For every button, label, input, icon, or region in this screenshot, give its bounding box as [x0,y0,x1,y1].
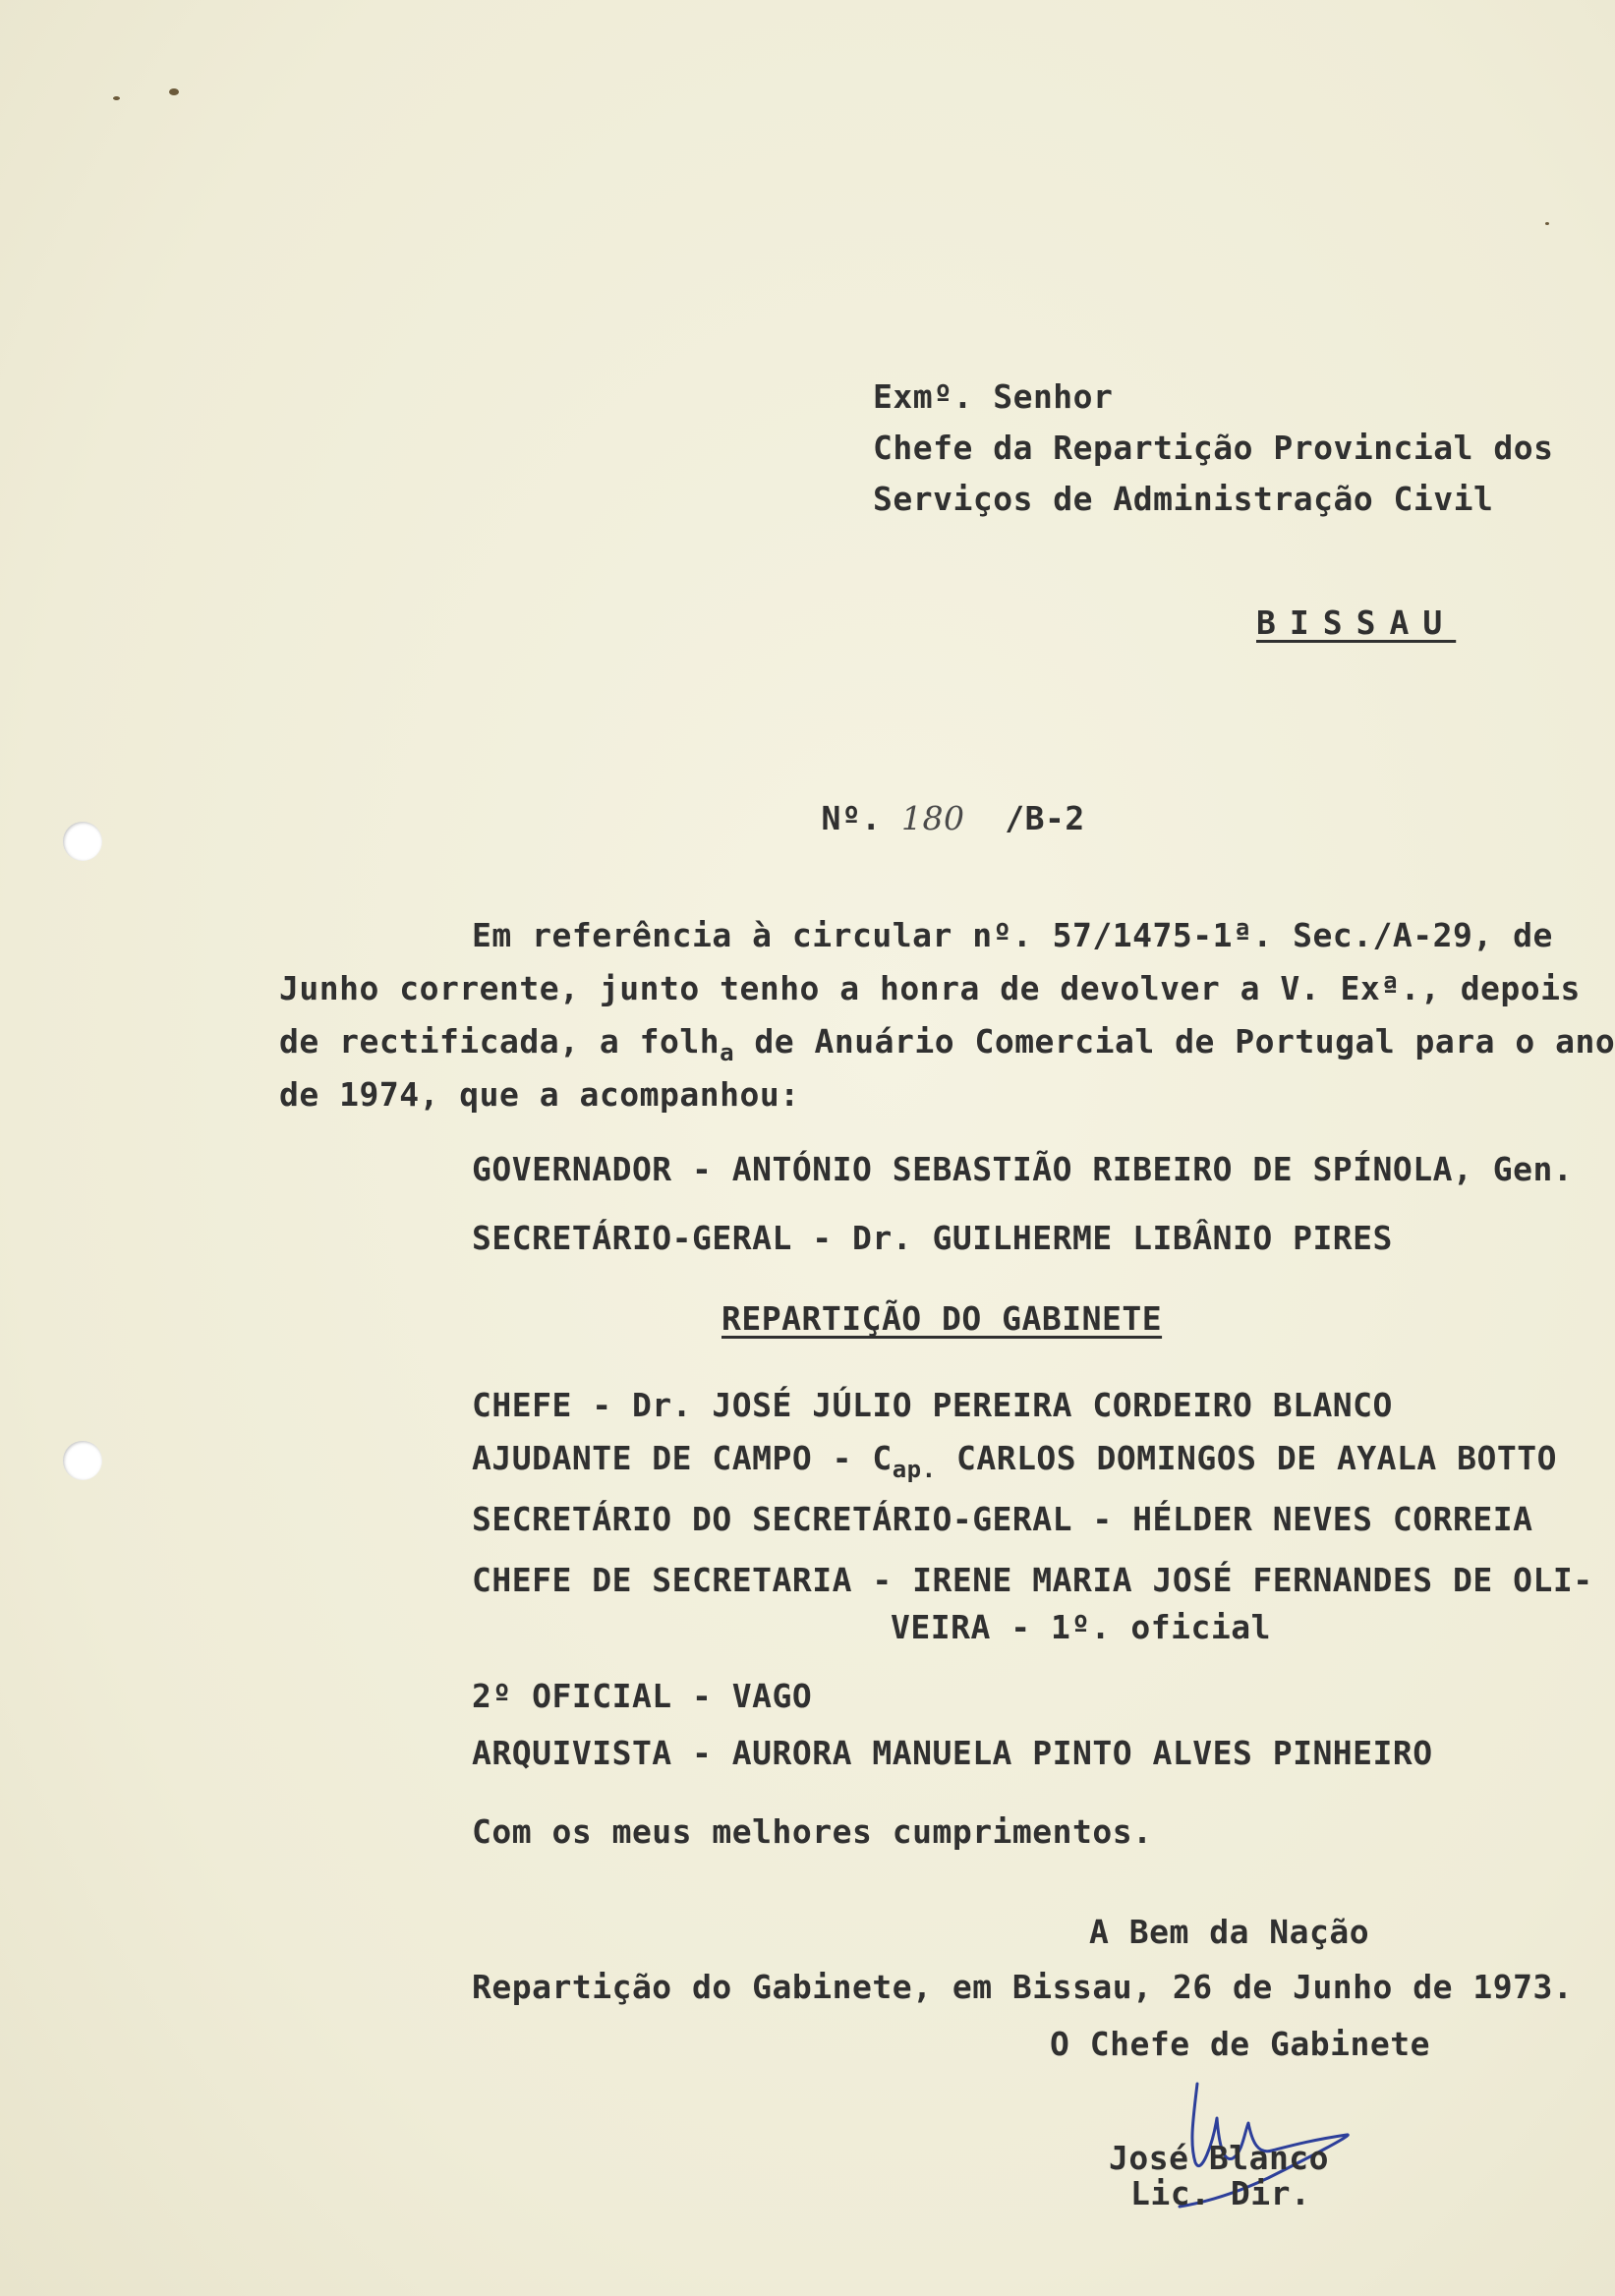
staff-segundo-oficial: 2º OFICIAL - VAGO [472,1677,813,1715]
punch-hole-top [63,822,102,861]
body-line-1: Em referência à circular nº. 57/1475-1ª. Sec./A-29, de [472,916,1553,954]
staff-ajudante-start: AJUDANTE DE CAMPO - C [472,1439,893,1477]
body-line-2: Junho corrente, junto tenho a honra de devolver a V. Exª., depois [279,969,1581,1007]
secretary-general-line: SECRETÁRIO-GERAL - Dr. GUILHERME LIBÂNIO PIRES [472,1219,1393,1257]
punch-hole-bottom [63,1441,102,1480]
staff-ajudante-subscript: ap. [892,1456,937,1483]
section-title: REPARTIÇÃO DO GABINETE [721,1299,1163,1338]
body-line-3-end: de Anuário Comercial de Portugal para o ano [734,1022,1615,1061]
closing-motto: A Bem da Nação [1089,1913,1370,1951]
body-line-3-subscript: a [720,1039,735,1066]
reference-prefix: Nº. [821,799,882,837]
recipient-salutation: Exmº. Senhor [873,377,1114,416]
reference-handwritten-number: 180 [900,799,965,837]
body-line-3 [279,1022,1615,1066]
staff-chefe-secretaria-2: VEIRA - 1º. oficial [891,1608,1271,1646]
recipient-department: Serviços de Administração Civil [873,480,1494,518]
closing-place-date: Repartição do Gabinete, em Bissau, 26 de Junho de 1973. [472,1968,1574,2006]
reference-line [741,761,1085,876]
governor-line: GOVERNADOR - ANTÓNIO SEBASTIÃO RIBEIRO DE SPÍNOLA, Gen. [472,1150,1574,1188]
closing-regards: Com os meus melhores cumprimentos. [472,1812,1153,1851]
body-line-4: de 1974, que a acompanhou: [279,1075,800,1114]
staff-secretario: SECRETÁRIO DO SECRETÁRIO-GERAL - HÉLDER NEVES CORREIA [472,1500,1533,1538]
signatory-degree: Lic. Dir. [1130,2174,1311,2212]
recipient-city: BISSAU [1256,603,1457,642]
recipient-title: Chefe da Repartição Provincial dos [873,429,1554,467]
body-line-3-start: de rectificada, a folh [279,1022,721,1061]
closing-role: O Chefe de Gabinete [1050,2025,1430,2063]
staff-arquivista: ARQUIVISTA - AURORA MANUELA PINTO ALVES PINHEIRO [472,1734,1433,1772]
paper-speck [1545,222,1549,225]
staff-ajudante-end: CARLOS DOMINGOS DE AYALA BOTTO [936,1439,1557,1477]
staff-chefe: CHEFE - Dr. JOSÉ JÚLIO PEREIRA CORDEIRO BLANCO [472,1386,1393,1424]
paper-speck [169,88,179,95]
paper-speck [113,96,120,100]
signatory-name: José Blanco [1109,2139,1330,2177]
reference-suffix: /B-2 [1005,799,1085,837]
staff-chefe-secretaria-1: CHEFE DE SECRETARIA - IRENE MARIA JOSÉ FERNANDES DE OLI- [472,1561,1593,1599]
staff-ajudante [472,1439,1557,1483]
